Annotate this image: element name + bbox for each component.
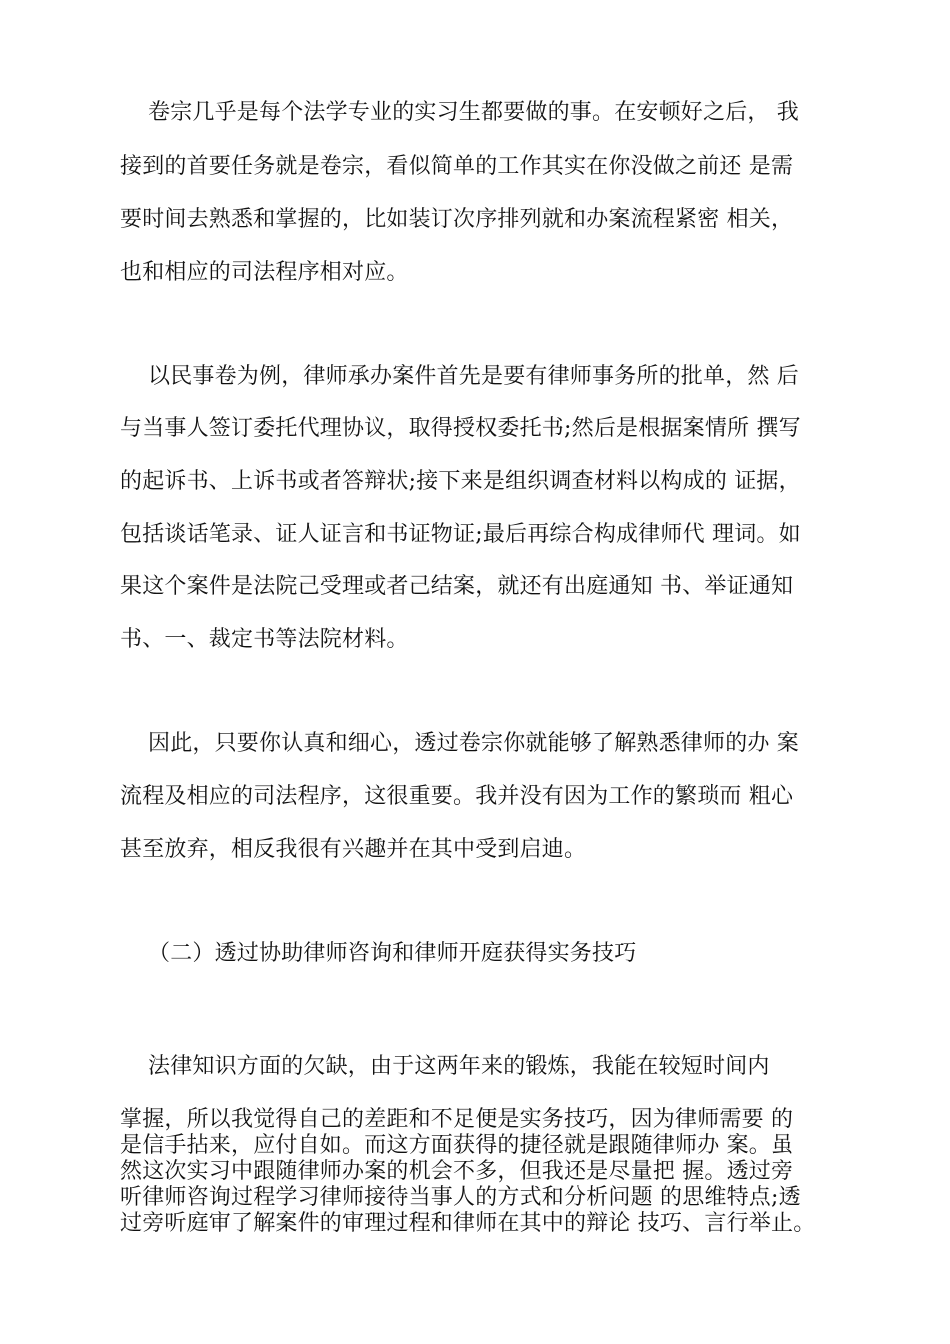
paragraph-line: 掌握，所以我觉得自己的差距和不足便是实务技巧，因为律师需要 的 [120, 1107, 794, 1132]
paragraph-line: 以民事卷为例，律师承办案件首先是要有律师事务所的批单，然 后 [148, 364, 799, 389]
paragraph-line: 卷宗几乎是每个法学专业的实习生都要做的事。在安顿好之后， 我 [148, 100, 799, 125]
paragraph-line: 是信手拈来，应付自如。而这方面获得的捷径就是跟随律师办 案。虽 [120, 1133, 794, 1158]
paragraph-line: 过旁听庭审了解案件的审理过程和律师在其中的辩论 技巧、言行举止。 [120, 1211, 816, 1236]
section-heading: （二）透过协助律师咨询和律师开庭获得实务技巧 [148, 941, 637, 966]
paragraph-line: 包括谈话笔录、证人证言和书证物证;最后再综合构成律师代 理词。如 [120, 522, 801, 547]
paragraph-line: 接到的首要任务就是卷宗，看似简单的工作其实在你没做之前还 是需 [120, 154, 794, 179]
paragraph-line: 也和相应的司法程序相对应。 [120, 260, 409, 285]
paragraph-line: 与当事人签订委托代理协议，取得授权委托书;然后是根据案情所 撰写 [120, 416, 801, 441]
paragraph-line: 然这次实习中跟随律师办案的机会不多，但我还是尽量把 握。透过旁 [120, 1159, 794, 1184]
paragraph-line: 法律知识方面的欠缺，由于这两年来的锻炼，我能在较短时间内 [148, 1054, 770, 1079]
paragraph-line: 果这个案件是法院己受理或者己结案，就还有出庭通知 书、举证通知 [120, 574, 794, 599]
paragraph-line: 流程及相应的司法程序，这很重要。我并没有因为工作的繁琐而 粗心 [120, 784, 794, 809]
paragraph-line: 要时间去熟悉和掌握的，比如装订次序排列就和办案流程紧密 相关， [120, 207, 794, 232]
paragraph-line: 书、一、裁定书等法院材料。 [120, 627, 409, 652]
paragraph-line: 甚至放弃，相反我很有兴趣并在其中受到启迪。 [120, 837, 587, 862]
paragraph-line: 因此，只要你认真和细心，透过卷宗你就能够了解熟悉律师的办 案 [148, 731, 799, 756]
paragraph-line: 的起诉书、上诉书或者答辩状;接下来是组织调查材料以构成的 证据， [120, 469, 801, 494]
paragraph-line: 听律师咨询过程学习律师接待当事人的方式和分析问题 的思维特点;透 [120, 1185, 801, 1210]
